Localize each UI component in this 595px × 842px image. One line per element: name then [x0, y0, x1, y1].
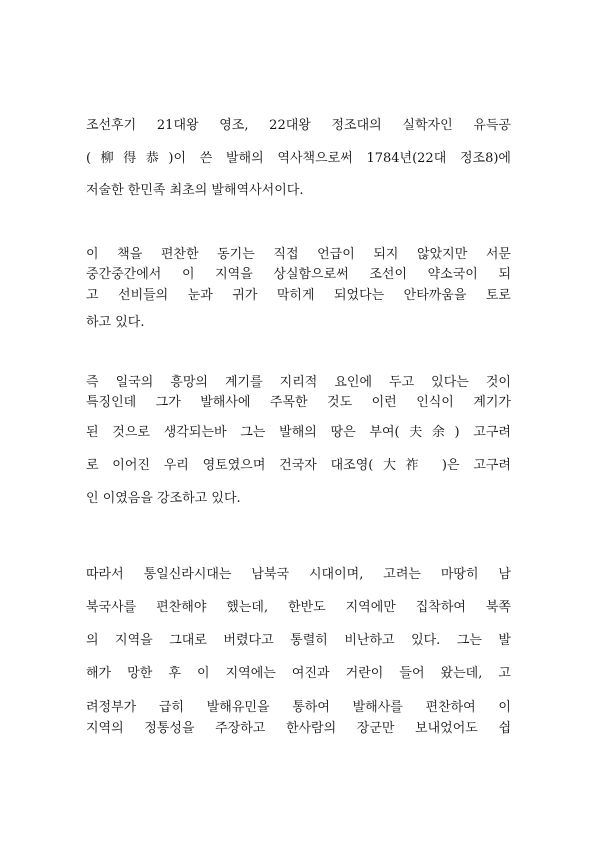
paragraph-3-line-3: 된 것으로 생각되는바 그는 발해의 땅은 부여(夫余) 고구려 — [86, 425, 511, 440]
paragraph-4-line-5: 려정부가 급히 발해유민을 통하여 발해사를 편찬하여 이 — [86, 700, 511, 715]
paragraph-2-line-4: 하고 있다. — [86, 315, 145, 330]
paragraph-3-line-5: 인 이였음을 강조하고 있다. — [86, 491, 241, 506]
paragraph-1-line-3: 저술한 한민족 최초의 발해역사서이다. — [86, 183, 304, 198]
paragraph-2-line-1: 이 책을 편찬한 동기는 직접 언급이 되지 않았지만 서문 — [86, 247, 511, 262]
paragraph-4-line-6: 지역의 정통성을 주장하고 한사람의 장군만 보내었어도 쉽 — [86, 721, 511, 736]
paragraph-3-line-1: 즉 일국의 흥망의 계기를 지리적 요인에 두고 있다는 것이 — [86, 375, 511, 390]
paragraph-4-line-1: 따라서 통일신라시대는 남북국 시대이며, 고려는 마땅히 남 — [86, 567, 511, 582]
paragraph-3-line-2: 특징인데 그가 발해사에 주목한 것도 이런 인식이 계기가 — [86, 395, 511, 410]
paragraph-2-line-3: 고 선비들의 눈과 귀가 막히게 되었다는 안타까움을 토로 — [86, 288, 511, 303]
paragraph-4-line-3: 의 지역을 그대로 버렸다고 통렬히 비난하고 있다. 그는 발 — [86, 633, 511, 648]
paragraph-3-line-4: 로 이어진 우리 영토였으며 건국자 대조영(大祚 )은 고구려 — [86, 458, 511, 473]
paragraph-4-line-4: 해가 망한 후 이 지역에는 여진과 거란이 들어 왔는데, 고 — [86, 666, 511, 681]
paragraph-2-line-2: 중간중간에서 이 지역을 상실함으로써 조선이 약소국이 되 — [86, 267, 511, 282]
paragraph-4-line-2: 북국사를 편찬해야 했는데, 한반도 지역에만 집착하여 북쪽 — [86, 600, 511, 615]
paragraph-1-line-1: 조선후기 21대왕 영조, 22대왕 정조대의 실학자인 유득공 — [86, 118, 511, 133]
paragraph-1-line-2: (柳得恭)이 쓴 발해의 역사책으로써 1784년(22대 정조8)에 — [86, 151, 511, 166]
